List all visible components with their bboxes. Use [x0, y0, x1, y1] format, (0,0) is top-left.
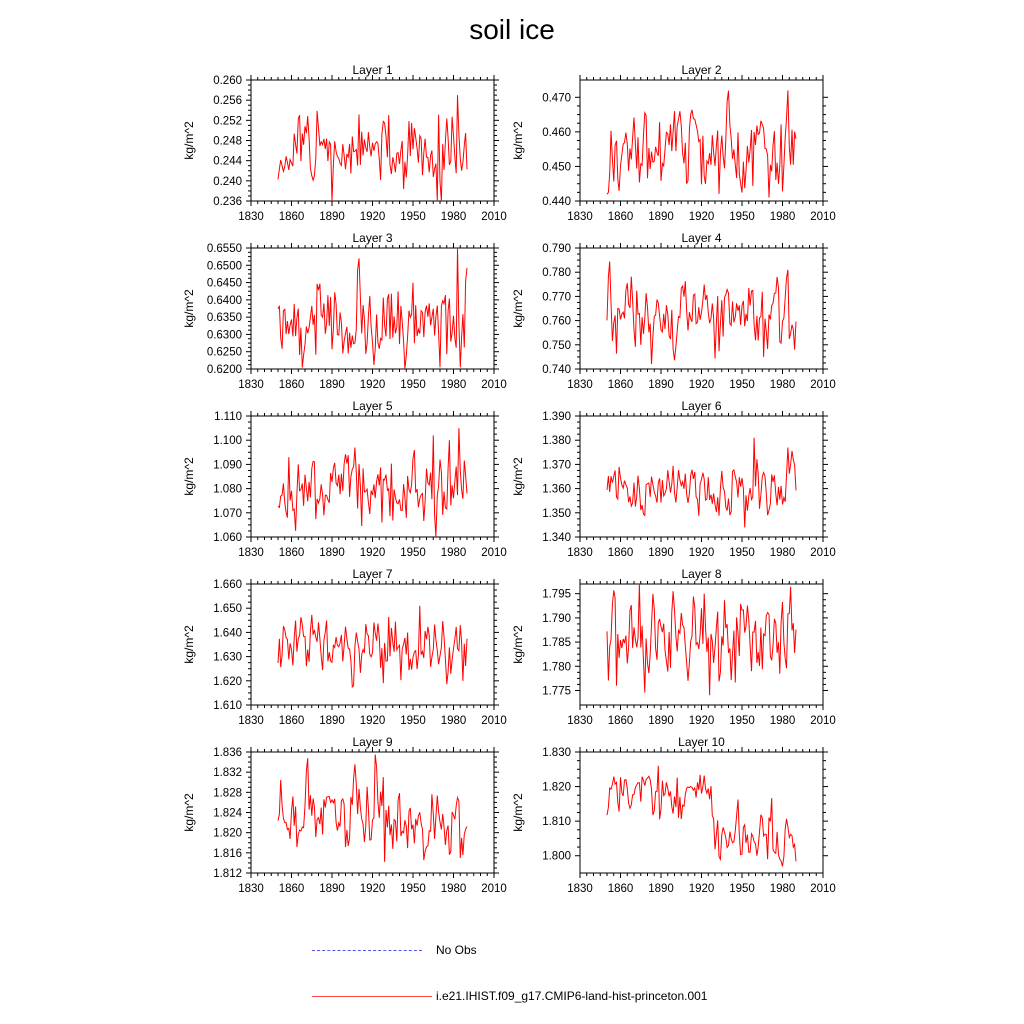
y-tick-label: 1.828: [213, 787, 242, 800]
x-tick-label: 2010: [481, 379, 507, 391]
x-tick-label: 2010: [810, 211, 836, 223]
x-tick-label: 1980: [769, 547, 796, 559]
y-tick-label: 0.6300: [206, 329, 242, 342]
x-tick-label: 1980: [440, 715, 467, 727]
y-tick-label: 0.6500: [206, 260, 242, 273]
series-line-1: [278, 249, 467, 369]
y-tick-label: 0.260: [213, 75, 242, 87]
x-tick-label: 1980: [440, 883, 467, 895]
series-line-1: [607, 90, 796, 197]
panel-title: Layer 6: [681, 399, 722, 413]
y-axis-label: kg/m^2: [182, 121, 196, 160]
panel-layer-2: [511, 63, 836, 223]
y-tick-label: 1.340: [542, 532, 571, 544]
x-tick-label: 1980: [440, 547, 467, 559]
y-tick-label: 1.650: [213, 603, 242, 616]
y-axis-label: kg/m^2: [182, 457, 196, 496]
y-tick-label: 1.810: [542, 816, 571, 829]
x-tick-label: 1980: [440, 211, 467, 223]
y-axis-label: kg/m^2: [511, 793, 525, 832]
y-tick-label: 0.6200: [206, 364, 242, 376]
y-tick-label: 0.244: [213, 155, 242, 168]
series-line-1: [607, 262, 796, 365]
y-tick-label: 0.6400: [206, 294, 242, 307]
x-tick-label: 1890: [648, 883, 674, 895]
y-tick-label: 0.240: [213, 175, 242, 188]
y-tick-label: 1.640: [213, 627, 242, 640]
x-tick-label: 1920: [688, 547, 715, 559]
x-tick-label: 1860: [607, 379, 634, 391]
y-tick-label: 1.836: [213, 747, 242, 759]
panel-title: Layer 3: [352, 231, 393, 245]
x-tick-label: 1920: [359, 547, 386, 559]
y-tick-label: 1.090: [213, 459, 242, 472]
y-tick-label: 1.110: [214, 411, 242, 423]
panel-layer-5: [182, 399, 507, 559]
x-tick-label: 1950: [400, 715, 426, 727]
series-line-1: [607, 766, 796, 867]
x-tick-label: 1950: [729, 379, 755, 391]
legend-label-no-obs: No Obs: [436, 943, 477, 957]
x-tick-label: 1920: [688, 379, 715, 391]
x-tick-label: 1920: [688, 715, 715, 727]
panel-layer-9: [182, 735, 507, 895]
y-tick-label: 0.750: [542, 339, 571, 352]
x-tick-label: 1950: [729, 883, 755, 895]
x-tick-label: 2010: [481, 715, 507, 727]
x-tick-label: 1830: [567, 379, 593, 391]
panel-layer-1: [182, 63, 507, 223]
x-tick-label: 1860: [607, 211, 634, 223]
panel-title: Layer 2: [681, 63, 722, 77]
x-tick-label: 1860: [278, 883, 305, 895]
y-tick-label: 1.785: [542, 637, 571, 650]
y-tick-label: 0.6550: [206, 243, 242, 255]
x-tick-label: 1830: [567, 547, 593, 559]
y-tick-label: 1.100: [213, 435, 242, 448]
x-tick-label: 1980: [769, 715, 796, 727]
y-axis-label: kg/m^2: [511, 289, 525, 328]
y-tick-label: 1.820: [213, 827, 242, 840]
x-tick-label: 1980: [769, 379, 796, 391]
y-tick-label: 0.256: [213, 95, 242, 108]
x-tick-label: 1950: [400, 211, 426, 223]
x-tick-label: 1830: [567, 211, 593, 223]
series-line-1: [607, 438, 796, 528]
y-tick-label: 1.775: [542, 685, 571, 698]
x-tick-label: 1950: [400, 547, 426, 559]
x-tick-label: 1890: [319, 211, 345, 223]
x-tick-label: 1950: [729, 715, 755, 727]
x-tick-label: 1890: [648, 379, 674, 391]
x-tick-label: 1980: [769, 211, 796, 223]
y-tick-label: 1.350: [542, 507, 571, 520]
y-tick-label: 1.630: [213, 651, 242, 664]
figure-title: soil ice: [469, 14, 555, 45]
y-tick-label: 1.610: [213, 700, 242, 712]
x-tick-label: 1860: [278, 379, 305, 391]
y-tick-label: 0.780: [542, 267, 571, 280]
panel-layer-10: [511, 735, 836, 895]
y-tick-label: 1.060: [213, 532, 242, 544]
y-tick-label: 1.820: [542, 781, 571, 794]
y-tick-label: 1.812: [213, 868, 242, 880]
series-line-1: [278, 755, 467, 862]
panel-layer-4: [511, 231, 836, 391]
y-axis-label: kg/m^2: [511, 625, 525, 664]
y-axis-label: kg/m^2: [511, 121, 525, 160]
x-tick-label: 1830: [567, 883, 593, 895]
x-tick-label: 1860: [607, 715, 634, 727]
x-tick-label: 1860: [607, 547, 634, 559]
x-tick-label: 1920: [359, 211, 386, 223]
x-tick-label: 1950: [729, 547, 755, 559]
x-tick-label: 1920: [688, 211, 715, 223]
y-tick-label: 0.6350: [206, 312, 242, 325]
x-tick-label: 1950: [400, 883, 426, 895]
panel-layer-6: [511, 399, 836, 559]
y-axis-label: kg/m^2: [182, 625, 196, 664]
panel-title: Layer 8: [681, 567, 722, 581]
y-tick-label: 1.380: [542, 435, 571, 448]
x-tick-label: 2010: [481, 883, 507, 895]
y-tick-label: 1.832: [213, 767, 242, 780]
x-tick-label: 2010: [810, 547, 836, 559]
y-tick-label: 1.660: [213, 579, 242, 591]
x-tick-label: 1890: [648, 715, 674, 727]
panel-title: Layer 1: [352, 63, 393, 77]
y-tick-label: 0.236: [213, 196, 242, 208]
x-tick-label: 2010: [481, 547, 507, 559]
y-tick-label: 1.070: [213, 507, 242, 520]
x-tick-label: 1860: [607, 883, 634, 895]
y-tick-label: 1.790: [542, 612, 571, 625]
x-tick-label: 1890: [319, 883, 345, 895]
series-line-1: [278, 95, 467, 201]
y-tick-label: 0.770: [542, 291, 571, 304]
series-line-1: [278, 428, 467, 536]
x-tick-label: 2010: [481, 211, 507, 223]
y-tick-label: 0.248: [213, 135, 242, 148]
y-tick-label: 0.740: [542, 364, 571, 376]
y-tick-label: 0.760: [542, 315, 571, 328]
x-tick-label: 1950: [400, 379, 426, 391]
y-tick-label: 1.080: [213, 483, 242, 496]
y-tick-label: 1.370: [542, 459, 571, 472]
x-tick-label: 1890: [319, 715, 345, 727]
x-tick-label: 1860: [278, 211, 305, 223]
x-tick-label: 1950: [729, 211, 755, 223]
y-tick-label: 0.440: [542, 196, 571, 208]
series-line-1: [278, 606, 467, 687]
y-tick-label: 0.470: [542, 92, 571, 105]
x-tick-label: 2010: [810, 379, 836, 391]
series-line-1: [607, 584, 796, 695]
x-tick-label: 1860: [278, 547, 305, 559]
legend-label-model: i.e21.IHIST.f09_g17.CMIP6-land-hist-princeton.001: [436, 989, 708, 1003]
y-axis-label: kg/m^2: [511, 457, 525, 496]
y-axis-label: kg/m^2: [182, 793, 196, 832]
panel-layer-8: [511, 567, 836, 727]
x-tick-label: 1830: [238, 715, 264, 727]
x-tick-label: 1890: [319, 379, 345, 391]
panel-title: Layer 10: [678, 735, 725, 749]
panel-layer-3: [182, 231, 507, 391]
y-tick-label: 1.830: [542, 747, 571, 759]
x-tick-label: 1980: [440, 379, 467, 391]
x-tick-label: 1890: [648, 211, 674, 223]
panel-frame: [580, 584, 823, 705]
x-tick-label: 2010: [810, 883, 836, 895]
y-tick-label: 1.780: [542, 661, 571, 674]
y-tick-label: 1.390: [542, 411, 571, 423]
panel-frame: [251, 752, 494, 873]
panel-frame: [580, 752, 823, 873]
x-tick-label: 1830: [238, 547, 264, 559]
x-tick-label: 1830: [238, 883, 264, 895]
x-tick-label: 1920: [359, 883, 386, 895]
panel-title: Layer 4: [681, 231, 722, 245]
y-tick-label: 0.450: [542, 161, 571, 174]
panel-title: Layer 7: [352, 567, 393, 581]
panel-title: Layer 9: [352, 735, 393, 749]
x-tick-label: 1980: [769, 883, 796, 895]
y-tick-label: 0.6250: [206, 346, 242, 359]
x-tick-label: 1830: [567, 715, 593, 727]
y-tick-label: 1.816: [213, 847, 242, 860]
y-tick-label: 0.252: [213, 115, 242, 128]
x-tick-label: 1920: [359, 379, 386, 391]
y-tick-label: 1.795: [542, 588, 571, 601]
y-tick-label: 0.790: [542, 243, 571, 255]
x-tick-label: 1920: [359, 715, 386, 727]
x-tick-label: 1830: [238, 211, 264, 223]
panel-title: Layer 5: [352, 399, 393, 413]
x-tick-label: 1830: [238, 379, 264, 391]
x-tick-label: 1890: [648, 547, 674, 559]
x-tick-label: 2010: [810, 715, 836, 727]
y-tick-label: 0.460: [542, 126, 571, 139]
y-tick-label: 1.360: [542, 483, 571, 496]
y-tick-label: 0.6450: [206, 277, 242, 290]
y-tick-label: 1.620: [213, 675, 242, 688]
x-tick-label: 1890: [319, 547, 345, 559]
y-tick-label: 1.800: [542, 850, 571, 863]
x-tick-label: 1920: [688, 883, 715, 895]
panel-layer-7: [182, 567, 507, 727]
y-tick-label: 1.824: [213, 807, 242, 820]
y-axis-label: kg/m^2: [182, 289, 196, 328]
x-tick-label: 1860: [278, 715, 305, 727]
